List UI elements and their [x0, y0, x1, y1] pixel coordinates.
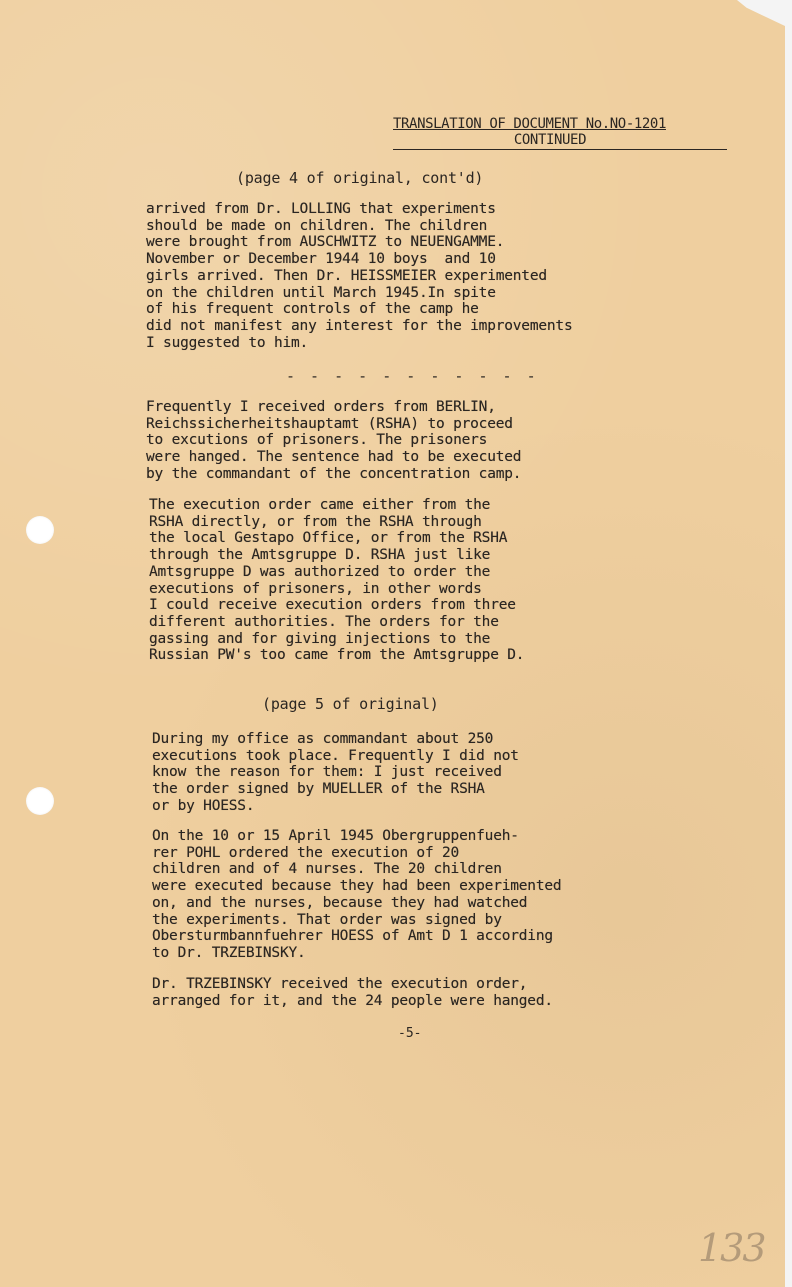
paragraph-berlin-orders: Frequently I received orders from BERLIN, Reichssicherheitshauptamt (RSHA) to proceed to excutions of prisoners. The prisoners were hanged. The sentence had to be executed by the commandant of the concentration camp. — [146, 399, 522, 482]
header-rule — [393, 149, 727, 150]
page-number: -5- — [398, 1026, 422, 1041]
document-title: TRANSLATION OF DOCUMENT No.NO-1201 — [393, 116, 666, 132]
document-header — [393, 116, 727, 148]
document-subtitle: CONTINUED — [513, 132, 587, 148]
page-note-5: (page 5 of original) — [262, 695, 439, 713]
paragraph-experiments: arrived from Dr. LOLLING that experiments should be made on children. The children were brought from AUSCHWITZ to NEUENGAMME. November or December 1944 10 boys and 10 girls arrived. Then Dr. HEISSMEIER experimented on the children until March 1945.In spite of his frequent controls of the camp he did not manifest any interest for the improvements I suggested to him. — [146, 201, 573, 351]
paragraph-commandant-executions: During my office as commandant about 250 executions took place. Frequently I did not know the reason for them: I just received the order signed by MUELLER of the RSHA or by HOESS. — [152, 731, 519, 814]
paragraph-trzebinsky: Dr. TRZEBINSKY received the execution order, arranged for it, and the 24 people were hanged. — [152, 976, 553, 1009]
page-note-4: (page 4 of original, cont'd) — [236, 169, 484, 187]
paragraph-pohl-order: On the 10 or 15 April 1945 Obergruppenfueh- rer POHL ordered the execution of 20 children and of 4 nurses. The 20 children were executed because they had been experimented on, and the nurses, because they had watched the experiments. That order was signed by Obersturmbannfuehrer HOESS of Amt D 1 according to Dr. TRZEBINSKY. — [152, 828, 562, 961]
punch-hole-upper — [26, 516, 54, 544]
archive-stamp-number: 133 — [698, 1226, 765, 1270]
paragraph-execution-order: The execution order came either from the RSHA directly, or from the RSHA through the local Gestapo Office, or from the RSHA through the Amtsgruppe D. RSHA just like Amtsgruppe D was authorized to order the executions of prisoners, in other words I could receive execution orders from three different authorities. The orders for the gassing and for giving injections to the Russian PW's too came from the Amtsgruppe D. — [149, 497, 525, 664]
section-separator: - - - - - - - - - - - — [286, 367, 539, 385]
punch-hole-lower — [26, 787, 54, 815]
folded-corner — [737, 0, 785, 26]
